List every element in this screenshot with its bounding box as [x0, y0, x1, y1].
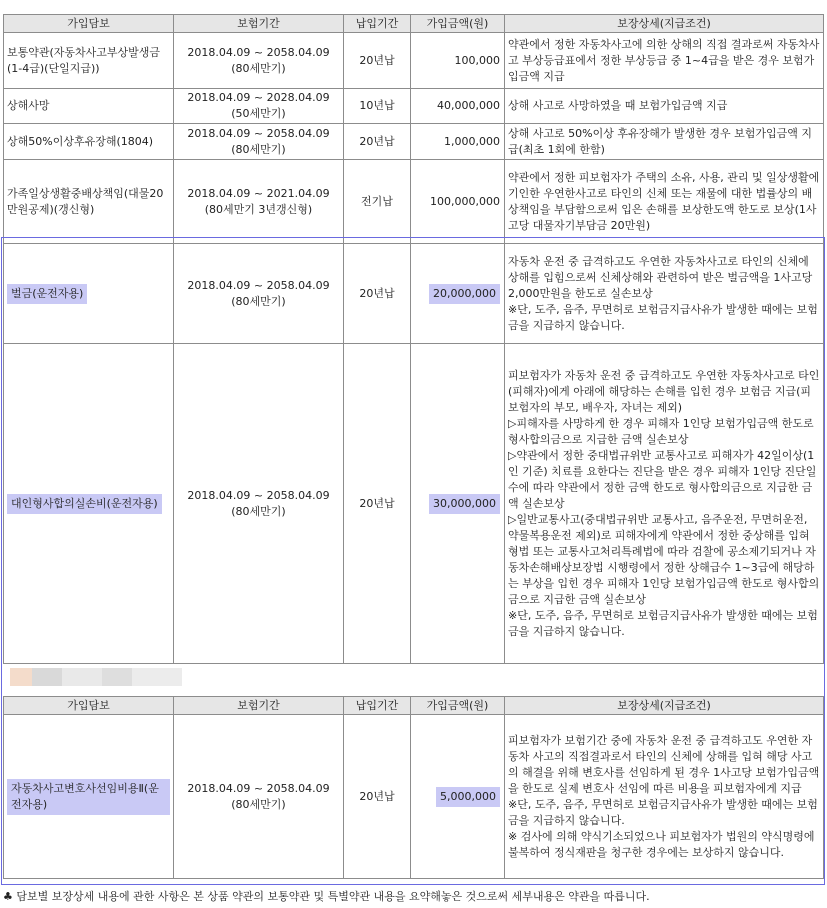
coverage-detail: 상해 사고로 사망하였을 때 보험가입금액 지급 [505, 89, 824, 124]
period-range: 2018.04.09 ~ 2028.04.09 [187, 91, 330, 104]
table-row [4, 33, 824, 89]
table-row [4, 89, 824, 124]
period-note: (80세만기) [231, 504, 286, 518]
coverage-name: 자동차사고변호사선임비용Ⅱ(운전자용) [7, 779, 170, 815]
coverage-period [174, 715, 344, 879]
payment-term: 20년납 [344, 244, 411, 344]
table-row [4, 244, 824, 344]
coverage-name: 상해50%이상후유장해(1804) [4, 124, 174, 160]
payment-term: 전기납 [344, 160, 411, 244]
coverage-period [174, 344, 344, 664]
header-detail: 보장상세(지급조건) [505, 697, 824, 715]
coverage-amount: 40,000,000 [411, 89, 505, 124]
coverage-detail: 약관에서 정한 피보험자가 주택의 소유, 사용, 관리 및 일상생활에 기인한 우연한사고로 타인의 신체 또는 재물에 대한 법률상의 배상책임을 부담함으로써 입은 손해를 보상한도액 한도로 보상(1사고당 대물자기부담금 20만원) [505, 160, 824, 244]
coverage-name: 상해사망 [4, 89, 174, 124]
payment-term: 20년납 [344, 344, 411, 664]
header-payment: 납입기간 [344, 697, 411, 715]
coverage-name: 대인형사합의실손비(운전자용) [7, 494, 162, 514]
period-range: 2018.04.09 ~ 2021.04.09 [187, 186, 330, 200]
table-row [4, 715, 824, 879]
table-header-row [4, 15, 824, 33]
period-note: (80세만기) [231, 142, 286, 156]
header-period: 보험기간 [174, 15, 344, 33]
footnote: ♣ 담보별 보장상세 내용에 관한 사항은 본 상품 약관의 보통약관 및 특별약관 내용을 요약해놓은 것으로써 세부내용은 약관을 따릅니다. [3, 890, 650, 903]
table-row [4, 124, 824, 160]
coverage-detail: 피보험자가 자동차 운전 중 급격하고도 우연한 자동차사고로 타인(피해자)에게 아래에 해당하는 손해를 입힌 경우 보험금 지급(피보험자의 부모, 배우자, 자녀는 제외) ▷피해자를 사망하게 한 경우 피해자 1인당 보험가입금액 한도로 형사합의금으로 지급한 금액 실손보상 ▷약관에서 정한 중대법규위반 교통사고로 피해자가 42일이상(1인 기준) 치료를 요한다는 진단을 받은 경우 피해자 1인당 진단일수에 따라 약관에서 정한 금액 한도로 형사합의금으로 지급한 금액 실손보상 ▷일반교통사고(중대법규위반 교통사고, 음주운전, 무면허운전, 약물복용운전 제외)로 피해자에게 약관에서 정한 중상해를 입혀 형법 또는 교통사고처리특례법에 따라 검찰에 공소제기되거나 자동차손해배상보장법 시행령에서 정한 상해급수 1~3급에 해당하는 부상을 입힌 경우 피해자 1인당 보험가입금액 한도로 형사합의금으로 지급한 금액 실손보상 ※단, 도주, 음주, 무면허로 보험금지급사유가 발생한 때에는 보험금을 지급하지 않습니다. [505, 344, 824, 664]
coverage-amount: 20,000,000 [429, 284, 500, 304]
coverage-amount: 30,000,000 [429, 494, 500, 514]
coverage-table [3, 14, 824, 664]
coverage-name: 가족일상생활중배상책임(대물20만원공제)(갱신형) [4, 160, 174, 244]
coverage-period [174, 33, 344, 89]
coverage-name-cell [4, 715, 174, 879]
coverage-name: 벌금(운전자용) [7, 284, 87, 304]
coverage-table-2 [3, 696, 824, 879]
coverage-amount: 100,000,000 [411, 160, 505, 244]
header-amount: 가입금액(원) [411, 697, 505, 715]
header-detail: 보장상세(지급조건) [505, 15, 824, 33]
coverage-period [174, 124, 344, 160]
payment-term: 10년납 [344, 89, 411, 124]
table-header-row [4, 697, 824, 715]
period-note: (50세만기) [231, 107, 286, 120]
period-range: 2018.04.09 ~ 2058.04.09 [187, 488, 330, 502]
header-payment: 납입기간 [344, 15, 411, 33]
coverage-detail: 약관에서 정한 자동차사고에 의한 상해의 직접 결과로써 자동차사고 부상등급표에서 정한 부상등급 중 1~4급을 받은 경우 보험가입금액 지급 [505, 33, 824, 89]
payment-term: 20년납 [344, 124, 411, 160]
period-note: (80세만기 3년갱신형) [204, 202, 313, 216]
coverage-period [174, 160, 344, 244]
payment-term: 20년납 [344, 715, 411, 879]
table-row [4, 160, 824, 244]
header-coverage: 가입담보 [4, 697, 174, 715]
coverage-detail: 상해 사고로 50%이상 후유장해가 발생한 경우 보험가입금액 지급(최초 1회에 한함) [505, 124, 824, 160]
coverage-detail: 자동차 운전 중 급격하고도 우연한 자동차사고로 타인의 신체에 상해를 입힘으로써 신체상해와 관련하여 받은 벌금액을 1사고당 2,000만원을 한도로 실손보상 ※단, 도주, 음주, 무면허로 보험금지급사유가 발생한 때에는 보험금을 지급하지 않습니다. [505, 244, 824, 344]
header-coverage: 가입담보 [4, 15, 174, 33]
period-range: 2018.04.09 ~ 2058.04.09 [187, 126, 330, 140]
header-amount: 가입금액(원) [411, 15, 505, 33]
period-note: (80세만기) [231, 797, 286, 811]
period-note: (80세만기) [231, 61, 286, 75]
payment-term: 20년납 [344, 33, 411, 89]
period-note: (80세만기) [231, 294, 286, 308]
coverage-detail: 피보험자가 보험기간 중에 자동차 운전 중 급격하고도 우연한 자동차 사고의 직접결과로서 타인의 신체에 상해를 입혀 해당 사고의 해결을 위해 변호사를 선임하게 된 경우 1사고당 보험가입금액을 한도로 실제 변호사 선임에 따른 비용을 피보험자에게 지급 ※단, 도주, 음주, 무면허로 보험금지급사유가 발생한 때에는 보험금을 지급하지 않습니다. ※ 검사에 의해 약식기소되었으나 피보험자가 법원의 약식명령에 불복하여 정식재판을 청구한 경우에는 보상하지 않습니다. [505, 715, 824, 879]
coverage-amount: 5,000,000 [436, 787, 500, 807]
coverage-amount: 1,000,000 [411, 124, 505, 160]
coverage-name-cell [4, 244, 174, 344]
header-period: 보험기간 [174, 697, 344, 715]
coverage-amount-cell [411, 244, 505, 344]
table-row [4, 344, 824, 664]
coverage-amount: 100,000 [411, 33, 505, 89]
period-range: 2018.04.09 ~ 2058.04.09 [187, 278, 330, 292]
period-range: 2018.04.09 ~ 2058.04.09 [187, 45, 330, 59]
coverage-name: 보통약관(자동차사고부상발생금(1-4급)(단일지급)) [4, 33, 174, 89]
coverage-period [174, 244, 344, 344]
redacted-strip [10, 668, 182, 686]
coverage-name-cell [4, 344, 174, 664]
period-range: 2018.04.09 ~ 2058.04.09 [187, 781, 330, 795]
coverage-amount-cell [411, 715, 505, 879]
coverage-amount-cell [411, 344, 505, 664]
coverage-period [174, 89, 344, 124]
